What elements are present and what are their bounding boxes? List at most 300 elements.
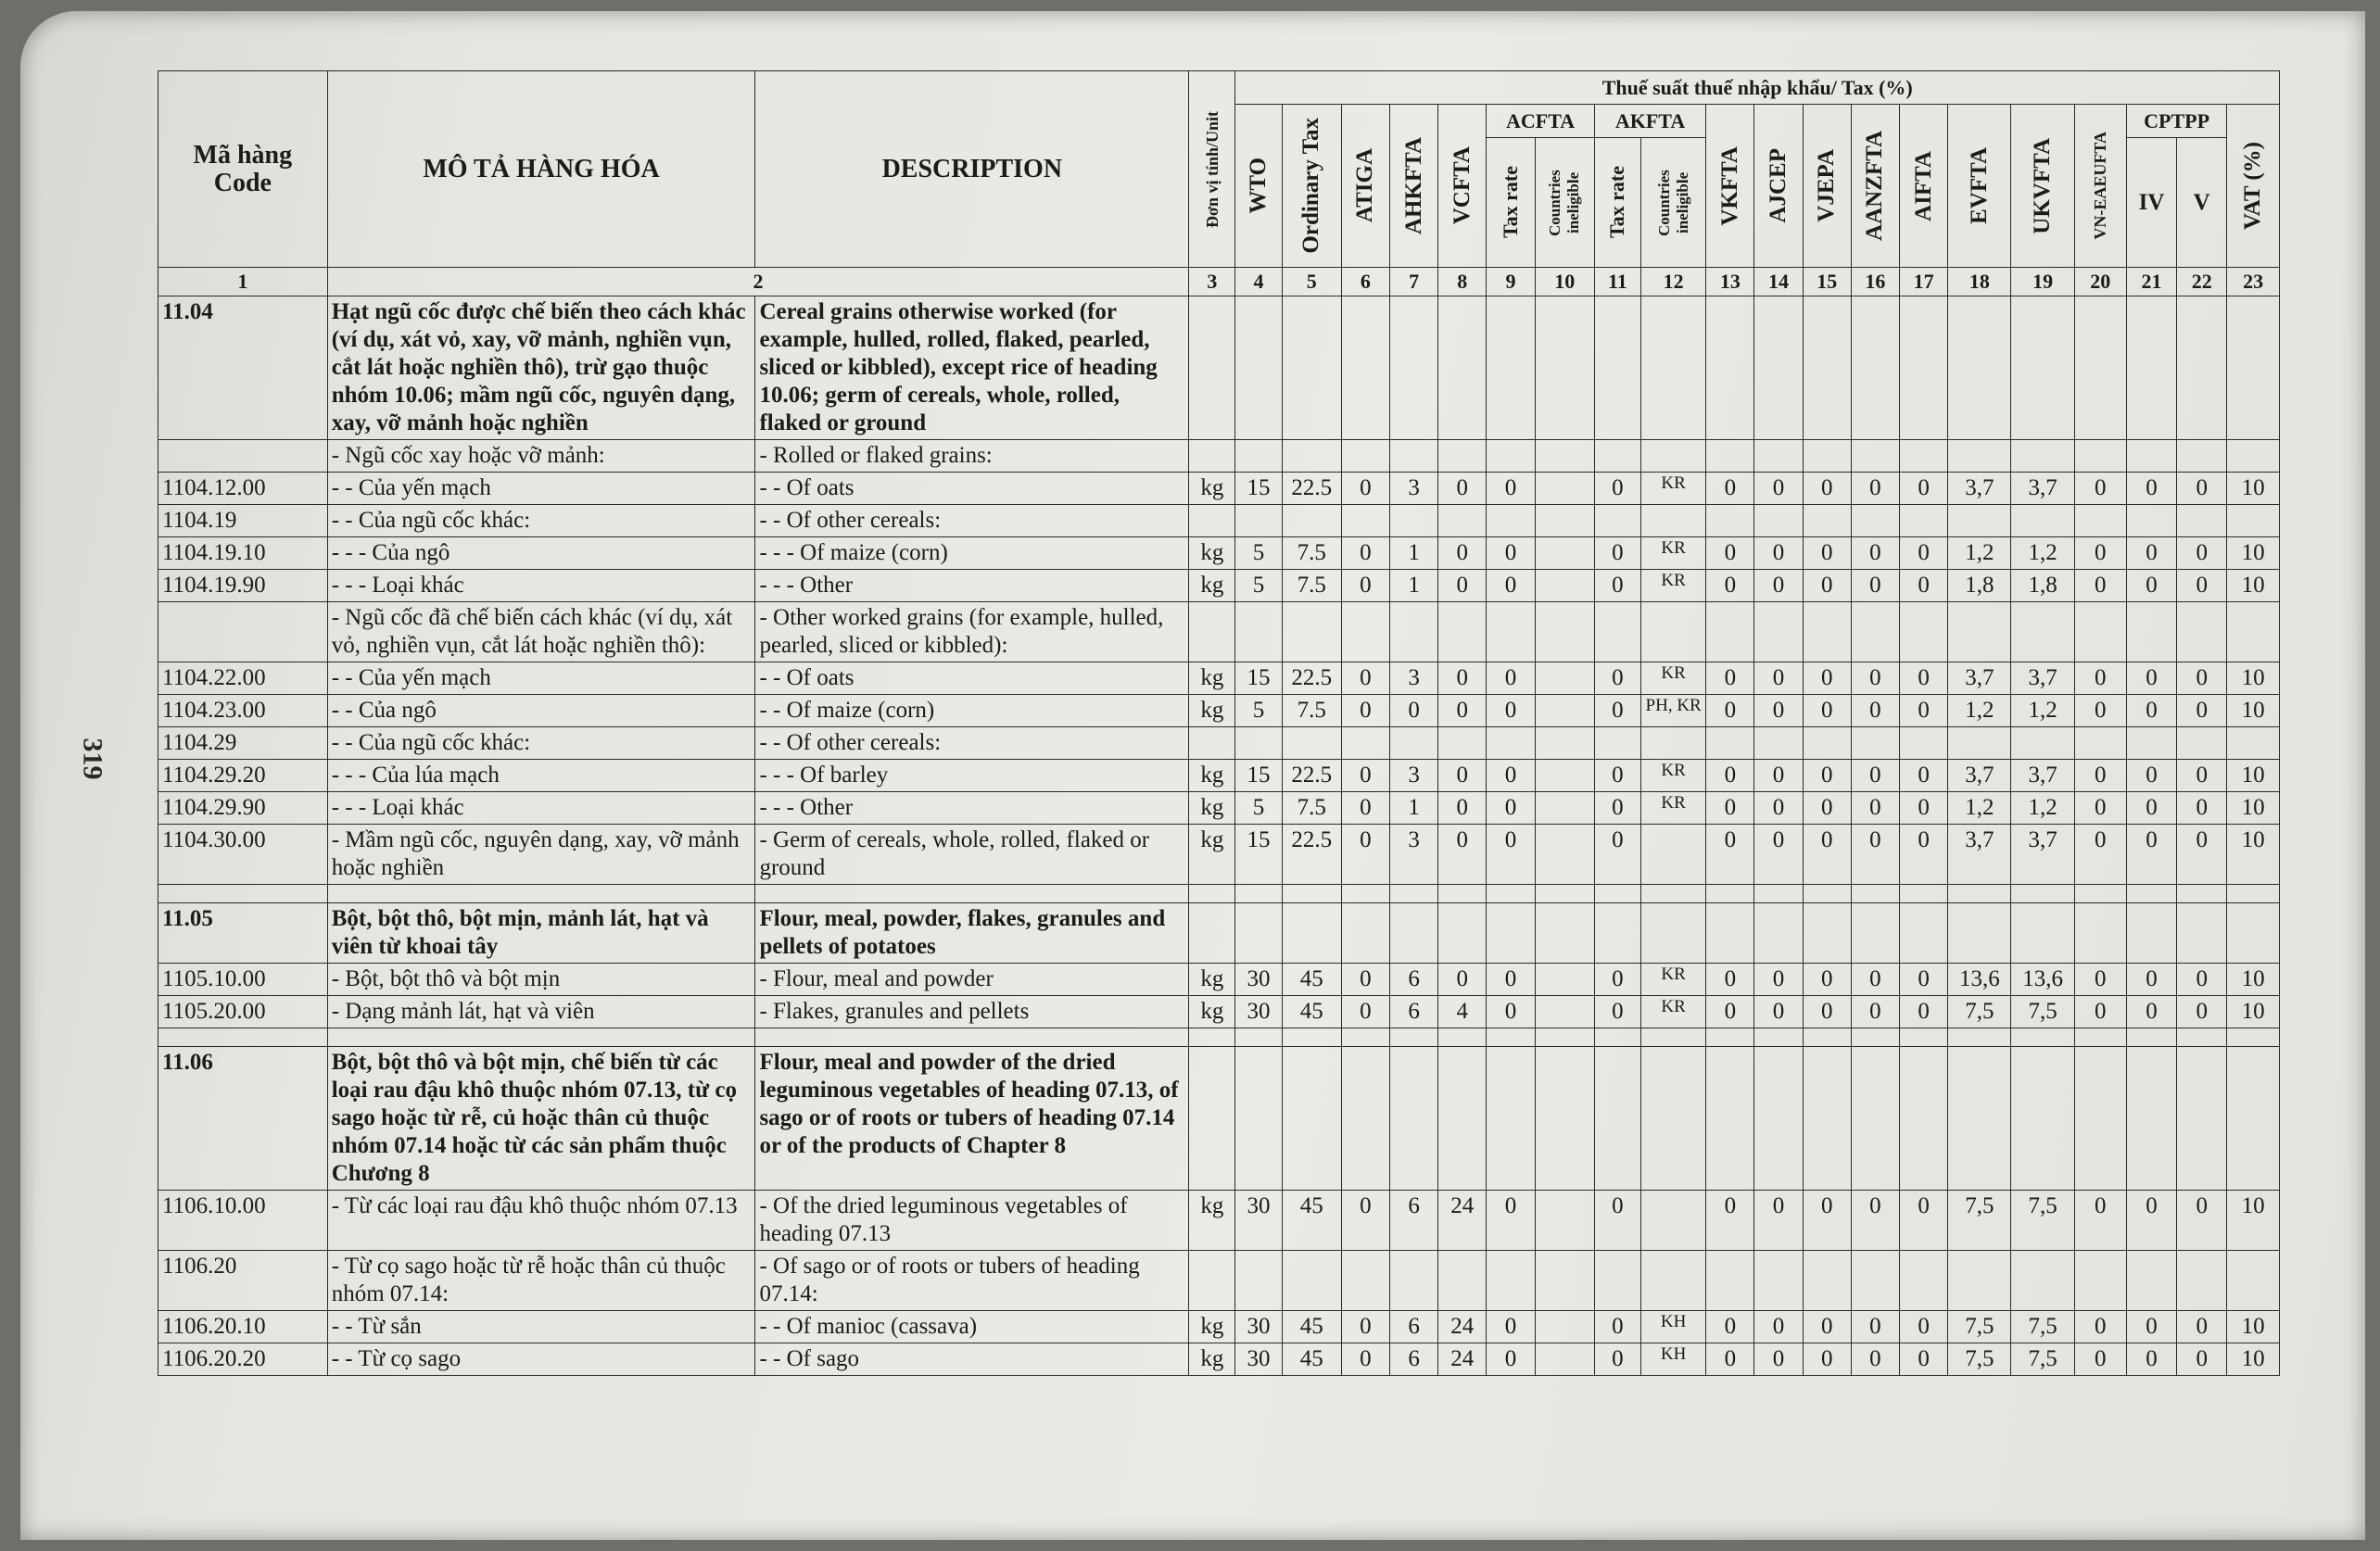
- rate-cell: [1754, 1028, 1803, 1047]
- rate-cell: [1851, 727, 1899, 760]
- rate-cell: [1851, 1251, 1899, 1311]
- rate-cell: 0: [1754, 1343, 1803, 1376]
- rate-cell: 0: [1851, 792, 1899, 825]
- rate-cell: 0: [1900, 825, 1948, 885]
- rate-cell: 1,2: [2011, 537, 2074, 570]
- column-number: 18: [1948, 268, 2011, 296]
- rate-cell: 1,2: [2011, 695, 2074, 727]
- rate-cell: 0: [2126, 662, 2176, 695]
- rate-cell: 0: [2177, 570, 2227, 602]
- rate-cell: [1948, 440, 2011, 473]
- rate-cell: 0: [1487, 792, 1535, 825]
- rate-cell: [1803, 885, 1851, 903]
- rate-cell: 0: [1706, 996, 1754, 1028]
- en-description-cell: - - Of other cereals:: [755, 727, 1189, 760]
- rate-cell: 0: [1487, 662, 1535, 695]
- rate-cell: [1641, 727, 1706, 760]
- rate-cell: [2227, 885, 2280, 903]
- rate-cell: 3,7: [2011, 473, 2074, 505]
- rate-cell: [1535, 727, 1594, 760]
- rate-cell: [1189, 1251, 1235, 1311]
- rate-cell: 0: [1803, 537, 1851, 570]
- rate-cell: [2011, 1047, 2074, 1191]
- rate-cell: [1341, 1028, 1389, 1047]
- rate-cell: 0: [1487, 570, 1535, 602]
- rate-cell: [2074, 1028, 2126, 1047]
- rate-cell: 0: [1341, 662, 1389, 695]
- rate-cell: 10: [2227, 537, 2280, 570]
- rate-cell: 6: [1390, 1343, 1438, 1376]
- rate-cell: 0: [1487, 695, 1535, 727]
- rate-cell: 0: [2177, 1311, 2227, 1343]
- rate-cell: [1641, 825, 1706, 885]
- rate-cell: 0: [1438, 537, 1487, 570]
- rate-cell: kg: [1189, 1311, 1235, 1343]
- rate-cell: [1235, 602, 1282, 662]
- rate-cell: [1535, 903, 1594, 964]
- rate-cell: [2011, 440, 2074, 473]
- vn-description-cell: - Dạng mảnh lát, hạt và viên: [327, 996, 755, 1028]
- rate-cell: [2227, 903, 2280, 964]
- rate-cell: 0: [1594, 695, 1640, 727]
- rate-cell: 0: [1341, 473, 1389, 505]
- rate-cell: 3,7: [2011, 662, 2074, 695]
- rate-cell: 1,8: [2011, 570, 2074, 602]
- rate-cell: 24: [1438, 1311, 1487, 1343]
- column-number: 8: [1438, 268, 1487, 296]
- rate-cell: [1390, 1028, 1438, 1047]
- rate-cell: 0: [1851, 1343, 1899, 1376]
- rate-cell: [1535, 792, 1594, 825]
- vn-description-cell: - - Của yến mạch: [327, 473, 755, 505]
- rate-cell: [2227, 440, 2280, 473]
- hs-code-cell: 1106.20.20: [158, 1343, 328, 1376]
- rate-cell: 1,2: [1948, 792, 2011, 825]
- rate-cell: [1754, 505, 1803, 537]
- rate-cell: [1487, 727, 1535, 760]
- rate-cell: 0: [1803, 964, 1851, 996]
- rate-cell: [1189, 885, 1235, 903]
- rate-cell: 0: [2126, 570, 2176, 602]
- rate-cell: 45: [1282, 964, 1341, 996]
- rate-cell: [1282, 440, 1341, 473]
- rate-cell: [2227, 296, 2280, 440]
- en-description-cell: Flour, meal and powder of the dried leguminous vegetables of heading 07.13, of sago or of roots or tubers of heading 07.14 or of the products of Chapter 8: [755, 1047, 1189, 1191]
- rate-cell: [1282, 1028, 1341, 1047]
- rate-cell: [1535, 1343, 1594, 1376]
- vn-description-cell: Bột, bột thô, bột mịn, mảnh lát, hạt và viên từ khoai tây: [327, 903, 755, 964]
- rate-cell: 0: [1594, 1343, 1640, 1376]
- rate-cell: KH: [1641, 1343, 1706, 1376]
- rate-cell: 5: [1235, 792, 1282, 825]
- rate-cell: 0: [1487, 996, 1535, 1028]
- rate-cell: 0: [1594, 662, 1640, 695]
- rate-cell: [1341, 903, 1389, 964]
- vn-description-cell: Bột, bột thô và bột mịn, chế biến từ các loại rau đậu khô thuộc nhóm 07.13, từ cọ sago hoặc từ rễ, củ hoặc thân củ thuộc nhóm 07.14 hoặc từ các sản phẩm thuộc Chương 8: [327, 1047, 755, 1191]
- rate-cell: [2177, 1028, 2227, 1047]
- hs-code-cell: 1106.20.10: [158, 1311, 328, 1343]
- en-description-cell: Cereal grains otherwise worked (for example, hulled, rolled, flaked, pearled, sliced or kibbled), except rice of heading 10.06; germ of cereals, whole, rolled, flaked or ground: [755, 296, 1189, 440]
- rate-cell: [1438, 1251, 1487, 1311]
- rate-cell: [1754, 727, 1803, 760]
- rate-cell: 0: [1754, 537, 1803, 570]
- en-description-cell: - Flour, meal and powder: [755, 964, 1189, 996]
- column-number: 6: [1341, 268, 1389, 296]
- rate-cell: 0: [1754, 825, 1803, 885]
- rate-cell: 4: [1438, 996, 1487, 1028]
- rate-cell: 7.5: [1282, 695, 1341, 727]
- rate-cell: 0: [2126, 1311, 2176, 1343]
- rate-cell: [1438, 727, 1487, 760]
- rate-cell: 22.5: [1282, 473, 1341, 505]
- rate-cell: 0: [2126, 964, 2176, 996]
- rate-cell: [2074, 296, 2126, 440]
- rate-cell: [1535, 662, 1594, 695]
- rate-cell: 30: [1235, 996, 1282, 1028]
- en-description-cell: - - - Other: [755, 792, 1189, 825]
- rate-cell: 0: [1341, 570, 1389, 602]
- rate-cell: 0: [1487, 964, 1535, 996]
- vn-description-cell: - - Của ngũ cốc khác:: [327, 727, 755, 760]
- header-en-description: DESCRIPTION: [755, 71, 1189, 268]
- rate-cell: [1235, 903, 1282, 964]
- rate-cell: [1235, 1251, 1282, 1311]
- rate-cell: [1390, 1047, 1438, 1191]
- rate-cell: [2177, 296, 2227, 440]
- rate-cell: 0: [1706, 570, 1754, 602]
- rate-cell: [1438, 602, 1487, 662]
- rate-cell: 0: [1754, 964, 1803, 996]
- rate-cell: 0: [1754, 695, 1803, 727]
- rate-cell: [2126, 1047, 2176, 1191]
- rate-cell: [1641, 505, 1706, 537]
- rate-cell: [1341, 602, 1389, 662]
- rate-cell: 0: [1706, 760, 1754, 792]
- rate-cell: [1390, 296, 1438, 440]
- rate-cell: [1706, 903, 1754, 964]
- rate-cell: [1487, 1028, 1535, 1047]
- rate-cell: [2074, 885, 2126, 903]
- rate-cell: 1,2: [1948, 695, 2011, 727]
- rate-cell: [1594, 903, 1640, 964]
- rate-cell: 6: [1390, 964, 1438, 996]
- tariff-table: [158, 70, 2280, 1376]
- rate-cell: kg: [1189, 662, 1235, 695]
- hs-code-cell: 1105.10.00: [158, 964, 328, 996]
- rate-cell: [1851, 903, 1899, 964]
- header-unit: Đơn vị tính/Unit: [1189, 71, 1235, 268]
- rate-cell: [1390, 440, 1438, 473]
- rate-cell: 0: [1487, 537, 1535, 570]
- rate-cell: [1341, 885, 1389, 903]
- rate-cell: 3,7: [1948, 760, 2011, 792]
- rate-cell: 0: [1803, 1343, 1851, 1376]
- rate-cell: kg: [1189, 473, 1235, 505]
- rate-cell: kg: [1189, 964, 1235, 996]
- rate-cell: 0: [1900, 537, 1948, 570]
- rate-cell: [2074, 1251, 2126, 1311]
- vn-description-cell: [327, 1028, 755, 1047]
- rate-cell: 0: [2074, 996, 2126, 1028]
- rate-cell: [1438, 1028, 1487, 1047]
- en-description-cell: - - Of manioc (cassava): [755, 1311, 1189, 1343]
- rate-cell: 0: [1438, 760, 1487, 792]
- column-number: 3: [1189, 268, 1235, 296]
- rate-cell: [1189, 1047, 1235, 1191]
- column-number: 1: [158, 268, 328, 296]
- table-header: [158, 71, 2280, 268]
- rate-cell: 6: [1390, 1311, 1438, 1343]
- column-number: 13: [1706, 268, 1754, 296]
- rate-cell: 0: [1803, 473, 1851, 505]
- en-description-cell: - Germ of cereals, whole, rolled, flaked or ground: [755, 825, 1189, 885]
- rate-cell: KR: [1641, 792, 1706, 825]
- header-cptpp-iv: IV: [2126, 138, 2176, 268]
- rate-cell: kg: [1189, 792, 1235, 825]
- rate-cell: [1706, 885, 1754, 903]
- table-row: [158, 1311, 2280, 1343]
- rate-cell: 0: [1754, 760, 1803, 792]
- rate-cell: 0: [2177, 792, 2227, 825]
- en-description-cell: - - Of oats: [755, 473, 1189, 505]
- rate-cell: 13,6: [1948, 964, 2011, 996]
- rate-cell: [1341, 440, 1389, 473]
- hs-code-cell: 1104.29.20: [158, 760, 328, 792]
- header-ordinary-tax: Ordinary Tax: [1282, 105, 1341, 268]
- rate-cell: 0: [1803, 1191, 1851, 1251]
- rate-cell: 0: [1487, 825, 1535, 885]
- rate-cell: [1282, 903, 1341, 964]
- rate-cell: 0: [2126, 1343, 2176, 1376]
- rate-cell: 0: [2177, 537, 2227, 570]
- rate-cell: 0: [2177, 473, 2227, 505]
- rate-cell: [1754, 1047, 1803, 1191]
- rate-cell: 10: [2227, 695, 2280, 727]
- rate-cell: [2011, 727, 2074, 760]
- rate-cell: 0: [2074, 1191, 2126, 1251]
- rate-cell: [1189, 440, 1235, 473]
- rate-cell: [1535, 1311, 1594, 1343]
- rate-cell: [1594, 1028, 1640, 1047]
- rate-cell: 0: [1706, 1343, 1754, 1376]
- rate-cell: 0: [1851, 662, 1899, 695]
- rate-cell: [1535, 885, 1594, 903]
- hs-code-cell: 1104.29: [158, 727, 328, 760]
- rate-cell: [1535, 760, 1594, 792]
- vn-description-cell: - Ngũ cốc xay hoặc vỡ mảnh:: [327, 440, 755, 473]
- rate-cell: [1535, 602, 1594, 662]
- rate-cell: [1282, 505, 1341, 537]
- hs-code-cell: 1106.10.00: [158, 1191, 328, 1251]
- rate-cell: 1: [1390, 537, 1438, 570]
- rate-cell: 0: [1438, 964, 1487, 996]
- rate-cell: 0: [1594, 825, 1640, 885]
- column-number: 19: [2011, 268, 2074, 296]
- rate-cell: [1948, 1047, 2011, 1191]
- rate-cell: 3,7: [2011, 760, 2074, 792]
- rate-cell: [1900, 727, 1948, 760]
- rate-cell: [1487, 505, 1535, 537]
- rate-cell: [1390, 1251, 1438, 1311]
- rate-cell: [1487, 1251, 1535, 1311]
- rate-cell: [1900, 885, 1948, 903]
- rate-cell: [1851, 505, 1899, 537]
- rate-cell: [1641, 1251, 1706, 1311]
- rate-cell: [1851, 1028, 1899, 1047]
- rate-cell: 0: [1851, 996, 1899, 1028]
- rate-cell: 7,5: [1948, 1311, 2011, 1343]
- rate-cell: [1487, 296, 1535, 440]
- rate-cell: 0: [2177, 1343, 2227, 1376]
- rate-cell: [1594, 296, 1640, 440]
- rate-cell: 0: [2126, 825, 2176, 885]
- header-vcfta: VCFTA: [1438, 105, 1487, 268]
- rate-cell: 15: [1235, 662, 1282, 695]
- rate-cell: [1948, 1251, 2011, 1311]
- rate-cell: 0: [1341, 537, 1389, 570]
- column-number: 10: [1535, 268, 1594, 296]
- rate-cell: [1282, 602, 1341, 662]
- table-row: [158, 1251, 2280, 1311]
- rate-cell: [1189, 1028, 1235, 1047]
- rate-cell: [1803, 440, 1851, 473]
- rate-cell: [2074, 903, 2126, 964]
- header-ukvfta: UKVFTA: [2011, 105, 2074, 268]
- rate-cell: 0: [1803, 792, 1851, 825]
- rate-cell: 45: [1282, 1311, 1341, 1343]
- rate-cell: [1706, 602, 1754, 662]
- table-row: [158, 695, 2280, 727]
- rate-cell: 0: [1851, 964, 1899, 996]
- hs-code-cell: 1104.12.00: [158, 473, 328, 505]
- rate-cell: 6: [1390, 1191, 1438, 1251]
- header-cptpp: CPTPP: [2126, 105, 2226, 138]
- rate-cell: 1: [1390, 792, 1438, 825]
- rate-cell: [1535, 296, 1594, 440]
- rate-cell: [1641, 296, 1706, 440]
- table-row: [158, 473, 2280, 505]
- rate-cell: 0: [1594, 473, 1640, 505]
- rate-cell: 7.5: [1282, 792, 1341, 825]
- vn-description-cell: - - - Của ngô: [327, 537, 755, 570]
- rate-cell: KR: [1641, 570, 1706, 602]
- rate-cell: [1535, 473, 1594, 505]
- column-number: 7: [1390, 268, 1438, 296]
- rate-cell: 0: [2074, 964, 2126, 996]
- header-tax-group: Thuế suất thuế nhập khẩu/ Tax (%): [1235, 71, 2280, 105]
- rate-cell: 0: [1341, 760, 1389, 792]
- en-description-cell: - - Of maize (corn): [755, 695, 1189, 727]
- rate-cell: [1754, 602, 1803, 662]
- rate-cell: 1: [1390, 570, 1438, 602]
- rate-cell: 0: [1851, 1311, 1899, 1343]
- rate-cell: [1487, 885, 1535, 903]
- rate-cell: [2126, 885, 2176, 903]
- header-vkfta: VKFTA: [1706, 105, 1754, 268]
- rate-cell: kg: [1189, 1343, 1235, 1376]
- rate-cell: [1948, 727, 2011, 760]
- rate-cell: 0: [1487, 1343, 1535, 1376]
- rate-cell: 0: [1438, 570, 1487, 602]
- rate-cell: 22.5: [1282, 760, 1341, 792]
- rate-cell: 15: [1235, 825, 1282, 885]
- rate-cell: [1535, 440, 1594, 473]
- rate-cell: 10: [2227, 1343, 2280, 1376]
- rate-cell: 0: [2177, 825, 2227, 885]
- rate-cell: 0: [1803, 662, 1851, 695]
- rate-cell: KR: [1641, 996, 1706, 1028]
- rate-cell: [1594, 505, 1640, 537]
- rate-cell: 0: [2126, 996, 2176, 1028]
- rate-cell: 0: [1594, 760, 1640, 792]
- rate-cell: [1900, 1251, 1948, 1311]
- hs-code-cell: 1104.30.00: [158, 825, 328, 885]
- hs-code-cell: 1105.20.00: [158, 996, 328, 1028]
- rate-cell: 0: [2074, 662, 2126, 695]
- rate-cell: [2074, 727, 2126, 760]
- table-row: [158, 825, 2280, 885]
- rate-cell: kg: [1189, 537, 1235, 570]
- rate-cell: [1803, 1047, 1851, 1191]
- en-description-cell: Flour, meal, powder, flakes, granules and pellets of potatoes: [755, 903, 1189, 964]
- rate-cell: kg: [1189, 570, 1235, 602]
- rate-cell: [2126, 296, 2176, 440]
- rate-cell: [1641, 885, 1706, 903]
- rate-cell: [2177, 440, 2227, 473]
- rate-cell: 0: [1851, 570, 1899, 602]
- rate-cell: 0: [1754, 792, 1803, 825]
- rate-cell: [1390, 727, 1438, 760]
- rate-cell: 10: [2227, 996, 2280, 1028]
- rate-cell: 45: [1282, 996, 1341, 1028]
- hs-code-cell: 11.04: [158, 296, 328, 440]
- rate-cell: [1341, 1047, 1389, 1191]
- rate-cell: 0: [2074, 537, 2126, 570]
- rate-cell: [1235, 440, 1282, 473]
- rate-cell: [1282, 727, 1341, 760]
- rate-cell: 0: [1900, 964, 1948, 996]
- rate-cell: 0: [1341, 792, 1389, 825]
- rate-cell: 0: [2126, 537, 2176, 570]
- table-row: [158, 792, 2280, 825]
- rate-cell: 0: [2177, 1191, 2227, 1251]
- rate-cell: 0: [1438, 825, 1487, 885]
- rate-cell: [1535, 1047, 1594, 1191]
- rate-cell: 0: [1706, 792, 1754, 825]
- rate-cell: [2177, 1047, 2227, 1191]
- header-acfta: ACFTA: [1487, 105, 1594, 138]
- rate-cell: 0: [2126, 473, 2176, 505]
- rate-cell: 0: [1803, 996, 1851, 1028]
- rate-cell: [2011, 505, 2074, 537]
- rate-cell: 0: [2074, 825, 2126, 885]
- rate-cell: [1754, 440, 1803, 473]
- rate-cell: [1900, 296, 1948, 440]
- rate-cell: [1282, 1251, 1341, 1311]
- rate-cell: [1487, 602, 1535, 662]
- header-evfta: EVFTA: [1948, 105, 2011, 268]
- rate-cell: 0: [1900, 570, 1948, 602]
- rate-cell: [1438, 440, 1487, 473]
- rate-cell: 3,7: [1948, 473, 2011, 505]
- rate-cell: [1706, 727, 1754, 760]
- rate-cell: [1851, 885, 1899, 903]
- rate-cell: 13,6: [2011, 964, 2074, 996]
- rate-cell: 0: [1438, 792, 1487, 825]
- column-number: 5: [1282, 268, 1341, 296]
- rate-cell: 0: [1487, 1311, 1535, 1343]
- rate-cell: 7,5: [1948, 1191, 2011, 1251]
